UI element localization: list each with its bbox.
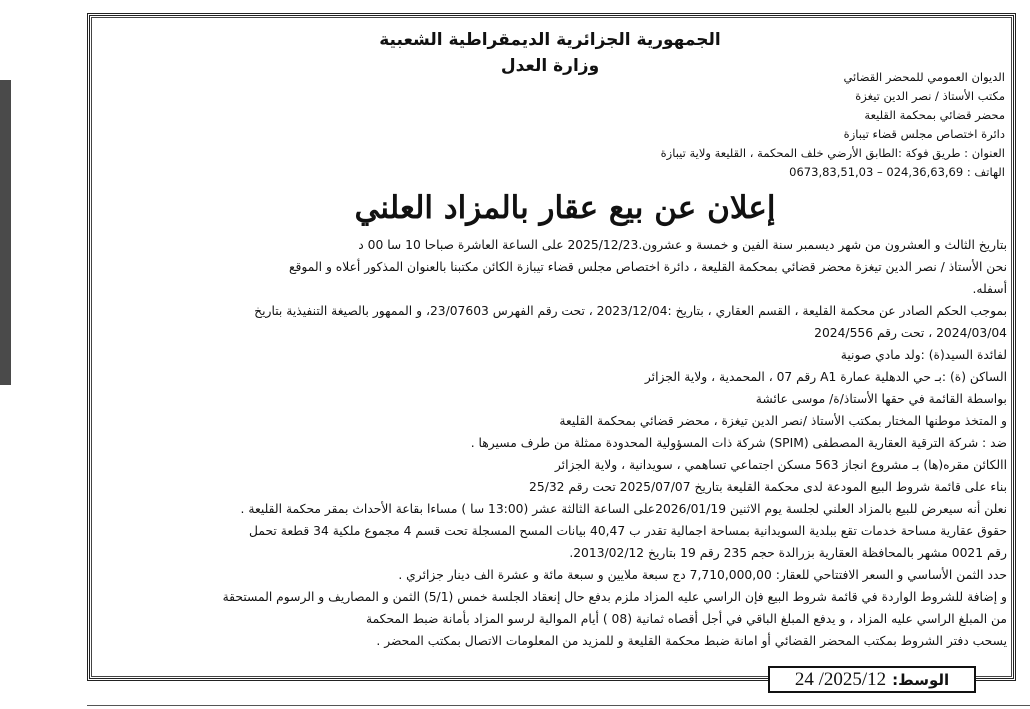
publication-date-box bbox=[768, 666, 976, 693]
body-line: 2024/03/04 ، تحت رقم 2024/556 bbox=[814, 326, 1007, 340]
office-info bbox=[661, 68, 1005, 182]
bottom-divider bbox=[87, 705, 1030, 706]
body-line: رقم 0021 مشهر بالمحافظة العقارية بزرالدة حجم 235 رقم 19 بتاريخ 2013/02/12. bbox=[569, 546, 1007, 560]
office-line: مكتب الأستاذ / نصر الدين تيغزة bbox=[855, 89, 1005, 103]
office-line: الديوان العمومي للمحضر القضائي bbox=[843, 70, 1005, 84]
body-line: الساكن (ة) :بـ حي الدهلية عمارة A1 رقم 07 ، المحمدية ، ولاية الجزائر bbox=[644, 370, 1007, 384]
body-line: يسحب دفتر الشروط بمكتب المحضر القضائي أو امانة ضبط محكمة القليعة و للمزيد من المعلومات الاتصال بمكتب المحضر . bbox=[376, 634, 1007, 648]
body-line: حدد الثمن الأساسي و السعر الافتتاحي للعقار: 7,710,000,00 دج سبعة ملايين و سبعة مائة و عشرة الف دينار جزائري . bbox=[398, 568, 1007, 582]
body-line: أسفله. bbox=[972, 282, 1007, 296]
page-edge-bar bbox=[0, 80, 11, 385]
office-address: العنوان : طريق فوكة :الطابق الأرضي خلف المحكمة ، القليعة ولاية تيبازة bbox=[660, 146, 1005, 160]
newspaper-label: الوسط: bbox=[892, 670, 950, 689]
body-line: بناء على قائمة شروط البيع المودعة لدى محكمة القليعة بتاريخ 2025/07/07 تحت رقم 25/32 bbox=[529, 480, 1007, 494]
body-line: ضد : شركة الترقية العقارية المصطفى (SPIM) شركة ذات المسؤولية المحدودة ممثلة من طرف مسيرها . bbox=[470, 436, 1007, 450]
notice-title: إعلان عن بيع عقار بالمزاد العلني bbox=[354, 190, 776, 226]
body-line: بتاريخ الثالث و العشرون من شهر ديسمبر سنة الفين و خمسة و عشرون.2025/12/23 على الساعة العاشرة صباحا 10 سا 00 د bbox=[358, 238, 1007, 252]
body-line: و المتخذ موطنها المختار بمكتب الأستاذ /نصر الدين تيغزة ، محضر قضائي بمحكمة القليعة bbox=[559, 414, 1007, 428]
office-line: دائرة اختصاص مجلس قضاء تيبازة bbox=[843, 127, 1005, 141]
body-line: بموجب الحكم الصادر عن محكمة القليعة ، القسم العقاري ، بتاريخ :2023/12/04 ، تحت رقم الفهرس 23/07603، و الممهور بالصيغة التنفيذية بتاريخ bbox=[254, 304, 1007, 318]
body-line: نعلن أنه سيعرض للبيع بالمزاد العلني لجلسة يوم الاثنين 2026/01/19على الساعة الثالثة عشر (13:00 سا ) مساءا بقاعة الأحداث بمقر محكمة القليعة . bbox=[240, 502, 1007, 516]
office-line: محضر قضائي بمحكمة القليعة bbox=[864, 108, 1005, 122]
notice-body bbox=[97, 234, 1007, 652]
body-line: نحن الأستاذ / نصر الدين تيغزة محضر قضائي بمحكمة القليعة ، دائرة اختصاص مجلس قضاء تيبازة الكائن مكتبنا بالعنوان المذكور أعلاه و الموقع bbox=[289, 260, 1007, 274]
republic-heading: الجمهورية الجزائرية الديمقراطية الشعبية bbox=[379, 30, 721, 50]
body-line: االكائن مقره(ها) بـ مشروع انجاز 563 مسكن اجتماعي تساهمي ، سويدانية ، ولاية الجزائر bbox=[554, 458, 1007, 472]
body-line: لفائدة السيد(ة) :ولد مادي صونية bbox=[840, 348, 1007, 362]
body-line: من المبلغ الراسي عليه المزاد ، و يدفع المبلغ الباقي في أجل أقصاه ثمانية (08 ) أيام الموالية لرسو المزاد بأمانة ضبط المحكمة bbox=[365, 612, 1007, 626]
body-line: و إضافة للشروط الواردة في قائمة شروط البيع فإن الراسي عليه المزاد ملزم بدفع حال إنعقاد الجلسة خمس (5/1) الثمن و المصاريف و الرسوم المستحقة bbox=[222, 590, 1007, 604]
office-phone: الهاتف : 024,36,63,69 – 0673,83,51,03 bbox=[789, 165, 1005, 179]
ministry-heading: وزارة العدل bbox=[500, 56, 600, 76]
body-line: بواسطة القائمة في حقها الأستاذ/ة/ موسى عائشة bbox=[755, 392, 1007, 406]
publication-date: 2025/12/ 24 bbox=[794, 668, 887, 690]
body-line: حقوق عقارية مساحة خدمات تقع ببلدية السويدانية بمساحة اجمالية تقدر ب 40,47 بيانات المسح المسجلة تحت قسم 4 مجموع ملكية 34 قطعة تحمل bbox=[249, 524, 1007, 538]
